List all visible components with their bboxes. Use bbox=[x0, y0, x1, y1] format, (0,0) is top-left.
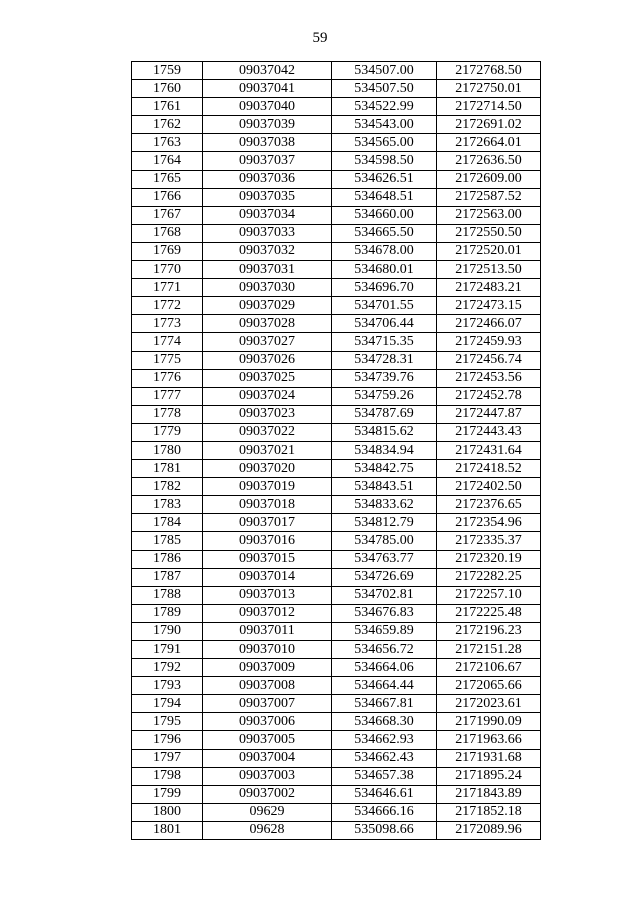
y-coordinate-cell: 2172513.50 bbox=[437, 261, 541, 279]
row-number-cell: 1788 bbox=[132, 586, 203, 604]
x-coordinate-cell: 534843.51 bbox=[332, 478, 437, 496]
x-coordinate-cell: 534701.55 bbox=[332, 297, 437, 315]
x-coordinate-cell: 534739.76 bbox=[332, 369, 437, 387]
row-number-cell: 1774 bbox=[132, 333, 203, 351]
row-number-cell: 1768 bbox=[132, 224, 203, 242]
y-coordinate-cell: 2172452.78 bbox=[437, 387, 541, 405]
row-number-cell: 1778 bbox=[132, 405, 203, 423]
x-coordinate-cell: 534667.81 bbox=[332, 695, 437, 713]
row-number-cell: 1765 bbox=[132, 170, 203, 188]
x-coordinate-cell: 534565.00 bbox=[332, 134, 437, 152]
x-coordinate-cell: 534678.00 bbox=[332, 242, 437, 260]
table-row bbox=[132, 785, 541, 803]
y-coordinate-cell: 2172453.56 bbox=[437, 369, 541, 387]
row-number-cell: 1760 bbox=[132, 80, 203, 98]
y-coordinate-cell: 2172402.50 bbox=[437, 478, 541, 496]
point-id-cell: 09037011 bbox=[203, 622, 332, 640]
row-number-cell: 1775 bbox=[132, 351, 203, 369]
table-row bbox=[132, 604, 541, 622]
row-number-cell: 1793 bbox=[132, 677, 203, 695]
table-row bbox=[132, 261, 541, 279]
row-number-cell: 1784 bbox=[132, 514, 203, 532]
point-id-cell: 09037039 bbox=[203, 116, 332, 134]
table-row bbox=[132, 80, 541, 98]
point-id-cell: 09037022 bbox=[203, 423, 332, 441]
y-coordinate-cell: 2172768.50 bbox=[437, 62, 541, 80]
table-row bbox=[132, 731, 541, 749]
table-row bbox=[132, 134, 541, 152]
row-number-cell: 1785 bbox=[132, 532, 203, 550]
table-row bbox=[132, 423, 541, 441]
y-coordinate-cell: 2172320.19 bbox=[437, 550, 541, 568]
x-coordinate-cell: 534763.77 bbox=[332, 550, 437, 568]
row-number-cell: 1799 bbox=[132, 785, 203, 803]
y-coordinate-cell: 2172106.67 bbox=[437, 659, 541, 677]
y-coordinate-cell: 2172335.37 bbox=[437, 532, 541, 550]
y-coordinate-cell: 2172473.15 bbox=[437, 297, 541, 315]
x-coordinate-cell: 534666.16 bbox=[332, 803, 437, 821]
row-number-cell: 1783 bbox=[132, 496, 203, 514]
table-row bbox=[132, 405, 541, 423]
row-number-cell: 1776 bbox=[132, 369, 203, 387]
coordinates-table bbox=[131, 61, 541, 840]
point-id-cell: 09037025 bbox=[203, 369, 332, 387]
point-id-cell: 09037038 bbox=[203, 134, 332, 152]
x-coordinate-cell: 534507.00 bbox=[332, 62, 437, 80]
point-id-cell: 09037017 bbox=[203, 514, 332, 532]
table-row bbox=[132, 369, 541, 387]
row-number-cell: 1773 bbox=[132, 315, 203, 333]
table-row bbox=[132, 568, 541, 586]
table-row bbox=[132, 387, 541, 405]
row-number-cell: 1761 bbox=[132, 98, 203, 116]
point-id-cell: 09037010 bbox=[203, 641, 332, 659]
point-id-cell: 09037016 bbox=[203, 532, 332, 550]
x-coordinate-cell: 534702.81 bbox=[332, 586, 437, 604]
row-number-cell: 1800 bbox=[132, 803, 203, 821]
x-coordinate-cell: 534662.93 bbox=[332, 731, 437, 749]
row-number-cell: 1779 bbox=[132, 423, 203, 441]
x-coordinate-cell: 534656.72 bbox=[332, 641, 437, 659]
point-id-cell: 09037007 bbox=[203, 695, 332, 713]
table-row bbox=[132, 297, 541, 315]
x-coordinate-cell: 534785.00 bbox=[332, 532, 437, 550]
row-number-cell: 1780 bbox=[132, 441, 203, 459]
table-row bbox=[132, 441, 541, 459]
point-id-cell: 09037036 bbox=[203, 170, 332, 188]
row-number-cell: 1795 bbox=[132, 713, 203, 731]
table-row bbox=[132, 242, 541, 260]
row-number-cell: 1763 bbox=[132, 134, 203, 152]
table-row bbox=[132, 333, 541, 351]
table-row bbox=[132, 188, 541, 206]
point-id-cell: 09037008 bbox=[203, 677, 332, 695]
point-id-cell: 09037031 bbox=[203, 261, 332, 279]
row-number-cell: 1790 bbox=[132, 622, 203, 640]
row-number-cell: 1801 bbox=[132, 821, 203, 839]
y-coordinate-cell: 2172257.10 bbox=[437, 586, 541, 604]
row-number-cell: 1786 bbox=[132, 550, 203, 568]
row-number-cell: 1767 bbox=[132, 206, 203, 224]
row-number-cell: 1791 bbox=[132, 641, 203, 659]
row-number-cell: 1796 bbox=[132, 731, 203, 749]
x-coordinate-cell: 534787.69 bbox=[332, 405, 437, 423]
y-coordinate-cell: 2172151.28 bbox=[437, 641, 541, 659]
y-coordinate-cell: 2172447.87 bbox=[437, 405, 541, 423]
point-id-cell: 09037019 bbox=[203, 478, 332, 496]
row-number-cell: 1762 bbox=[132, 116, 203, 134]
point-id-cell: 09037023 bbox=[203, 405, 332, 423]
point-id-cell: 09037018 bbox=[203, 496, 332, 514]
point-id-cell: 09037028 bbox=[203, 315, 332, 333]
y-coordinate-cell: 2172225.48 bbox=[437, 604, 541, 622]
row-number-cell: 1792 bbox=[132, 659, 203, 677]
point-id-cell: 09037040 bbox=[203, 98, 332, 116]
row-number-cell: 1759 bbox=[132, 62, 203, 80]
y-coordinate-cell: 2172431.64 bbox=[437, 441, 541, 459]
point-id-cell: 09037009 bbox=[203, 659, 332, 677]
x-coordinate-cell: 534833.62 bbox=[332, 496, 437, 514]
y-coordinate-cell: 2171990.09 bbox=[437, 713, 541, 731]
point-id-cell: 09037014 bbox=[203, 568, 332, 586]
x-coordinate-cell: 534522.99 bbox=[332, 98, 437, 116]
point-id-cell: 09037012 bbox=[203, 604, 332, 622]
point-id-cell: 09037004 bbox=[203, 749, 332, 767]
x-coordinate-cell: 535098.66 bbox=[332, 821, 437, 839]
table-row bbox=[132, 586, 541, 604]
point-id-cell: 09628 bbox=[203, 821, 332, 839]
y-coordinate-cell: 2172065.66 bbox=[437, 677, 541, 695]
y-coordinate-cell: 2172459.93 bbox=[437, 333, 541, 351]
table-row bbox=[132, 767, 541, 785]
row-number-cell: 1769 bbox=[132, 242, 203, 260]
y-coordinate-cell: 2172714.50 bbox=[437, 98, 541, 116]
table-row bbox=[132, 152, 541, 170]
y-coordinate-cell: 2172691.02 bbox=[437, 116, 541, 134]
table-row bbox=[132, 659, 541, 677]
y-coordinate-cell: 2172023.61 bbox=[437, 695, 541, 713]
y-coordinate-cell: 2171843.89 bbox=[437, 785, 541, 803]
x-coordinate-cell: 534507.50 bbox=[332, 80, 437, 98]
x-coordinate-cell: 534648.51 bbox=[332, 188, 437, 206]
x-coordinate-cell: 534812.79 bbox=[332, 514, 437, 532]
x-coordinate-cell: 534664.06 bbox=[332, 659, 437, 677]
x-coordinate-cell: 534657.38 bbox=[332, 767, 437, 785]
table-row bbox=[132, 224, 541, 242]
x-coordinate-cell: 534726.69 bbox=[332, 568, 437, 586]
point-id-cell: 09037005 bbox=[203, 731, 332, 749]
row-number-cell: 1794 bbox=[132, 695, 203, 713]
row-number-cell: 1771 bbox=[132, 279, 203, 297]
point-id-cell: 09037013 bbox=[203, 586, 332, 604]
table-row bbox=[132, 514, 541, 532]
point-id-cell: 09037002 bbox=[203, 785, 332, 803]
table-row bbox=[132, 749, 541, 767]
point-id-cell: 09037030 bbox=[203, 279, 332, 297]
row-number-cell: 1789 bbox=[132, 604, 203, 622]
x-coordinate-cell: 534646.61 bbox=[332, 785, 437, 803]
x-coordinate-cell: 534728.31 bbox=[332, 351, 437, 369]
x-coordinate-cell: 534715.35 bbox=[332, 333, 437, 351]
coordinates-table-body bbox=[132, 62, 541, 840]
y-coordinate-cell: 2172354.96 bbox=[437, 514, 541, 532]
table-row bbox=[132, 677, 541, 695]
row-number-cell: 1781 bbox=[132, 460, 203, 478]
point-id-cell: 09037021 bbox=[203, 441, 332, 459]
y-coordinate-cell: 2172563.00 bbox=[437, 206, 541, 224]
table-row bbox=[132, 315, 541, 333]
y-coordinate-cell: 2172520.01 bbox=[437, 242, 541, 260]
y-coordinate-cell: 2172609.00 bbox=[437, 170, 541, 188]
x-coordinate-cell: 534659.89 bbox=[332, 622, 437, 640]
x-coordinate-cell: 534660.00 bbox=[332, 206, 437, 224]
point-id-cell: 09037003 bbox=[203, 767, 332, 785]
x-coordinate-cell: 534680.01 bbox=[332, 261, 437, 279]
row-number-cell: 1772 bbox=[132, 297, 203, 315]
x-coordinate-cell: 534706.44 bbox=[332, 315, 437, 333]
table-row bbox=[132, 532, 541, 550]
row-number-cell: 1770 bbox=[132, 261, 203, 279]
y-coordinate-cell: 2172089.96 bbox=[437, 821, 541, 839]
point-id-cell: 09037024 bbox=[203, 387, 332, 405]
row-number-cell: 1764 bbox=[132, 152, 203, 170]
row-number-cell: 1797 bbox=[132, 749, 203, 767]
x-coordinate-cell: 534676.83 bbox=[332, 604, 437, 622]
y-coordinate-cell: 2172443.43 bbox=[437, 423, 541, 441]
x-coordinate-cell: 534626.51 bbox=[332, 170, 437, 188]
row-number-cell: 1766 bbox=[132, 188, 203, 206]
x-coordinate-cell: 534668.30 bbox=[332, 713, 437, 731]
table-row bbox=[132, 478, 541, 496]
x-coordinate-cell: 534664.44 bbox=[332, 677, 437, 695]
x-coordinate-cell: 534815.62 bbox=[332, 423, 437, 441]
table-row bbox=[132, 170, 541, 188]
point-id-cell: 09037006 bbox=[203, 713, 332, 731]
table-row bbox=[132, 206, 541, 224]
y-coordinate-cell: 2172376.65 bbox=[437, 496, 541, 514]
point-id-cell: 09037015 bbox=[203, 550, 332, 568]
y-coordinate-cell: 2172664.01 bbox=[437, 134, 541, 152]
point-id-cell: 09629 bbox=[203, 803, 332, 821]
y-coordinate-cell: 2171963.66 bbox=[437, 731, 541, 749]
point-id-cell: 09037042 bbox=[203, 62, 332, 80]
page-number: 59 bbox=[312, 30, 328, 46]
y-coordinate-cell: 2172550.50 bbox=[437, 224, 541, 242]
point-id-cell: 09037020 bbox=[203, 460, 332, 478]
y-coordinate-cell: 2172483.21 bbox=[437, 279, 541, 297]
row-number-cell: 1798 bbox=[132, 767, 203, 785]
point-id-cell: 09037034 bbox=[203, 206, 332, 224]
table-row bbox=[132, 62, 541, 80]
y-coordinate-cell: 2171895.24 bbox=[437, 767, 541, 785]
y-coordinate-cell: 2171852.18 bbox=[437, 803, 541, 821]
row-number-cell: 1787 bbox=[132, 568, 203, 586]
table-row bbox=[132, 821, 541, 839]
x-coordinate-cell: 534665.50 bbox=[332, 224, 437, 242]
y-coordinate-cell: 2172282.25 bbox=[437, 568, 541, 586]
y-coordinate-cell: 2172418.52 bbox=[437, 460, 541, 478]
y-coordinate-cell: 2172750.01 bbox=[437, 80, 541, 98]
x-coordinate-cell: 534543.00 bbox=[332, 116, 437, 134]
point-id-cell: 09037026 bbox=[203, 351, 332, 369]
x-coordinate-cell: 534834.94 bbox=[332, 441, 437, 459]
y-coordinate-cell: 2172636.50 bbox=[437, 152, 541, 170]
y-coordinate-cell: 2172587.52 bbox=[437, 188, 541, 206]
y-coordinate-cell: 2171931.68 bbox=[437, 749, 541, 767]
table-row bbox=[132, 622, 541, 640]
table-row bbox=[132, 641, 541, 659]
row-number-cell: 1782 bbox=[132, 478, 203, 496]
point-id-cell: 09037027 bbox=[203, 333, 332, 351]
table-row bbox=[132, 460, 541, 478]
table-row bbox=[132, 351, 541, 369]
x-coordinate-cell: 534842.75 bbox=[332, 460, 437, 478]
point-id-cell: 09037033 bbox=[203, 224, 332, 242]
table-row bbox=[132, 713, 541, 731]
point-id-cell: 09037041 bbox=[203, 80, 332, 98]
table-row bbox=[132, 803, 541, 821]
x-coordinate-cell: 534759.26 bbox=[332, 387, 437, 405]
x-coordinate-cell: 534598.50 bbox=[332, 152, 437, 170]
table-row bbox=[132, 695, 541, 713]
point-id-cell: 09037029 bbox=[203, 297, 332, 315]
table-row bbox=[132, 279, 541, 297]
table-row bbox=[132, 496, 541, 514]
table-row bbox=[132, 116, 541, 134]
y-coordinate-cell: 2172466.07 bbox=[437, 315, 541, 333]
table-row bbox=[132, 550, 541, 568]
point-id-cell: 09037032 bbox=[203, 242, 332, 260]
y-coordinate-cell: 2172196.23 bbox=[437, 622, 541, 640]
table-row bbox=[132, 98, 541, 116]
row-number-cell: 1777 bbox=[132, 387, 203, 405]
x-coordinate-cell: 534662.43 bbox=[332, 749, 437, 767]
point-id-cell: 09037035 bbox=[203, 188, 332, 206]
point-id-cell: 09037037 bbox=[203, 152, 332, 170]
x-coordinate-cell: 534696.70 bbox=[332, 279, 437, 297]
y-coordinate-cell: 2172456.74 bbox=[437, 351, 541, 369]
